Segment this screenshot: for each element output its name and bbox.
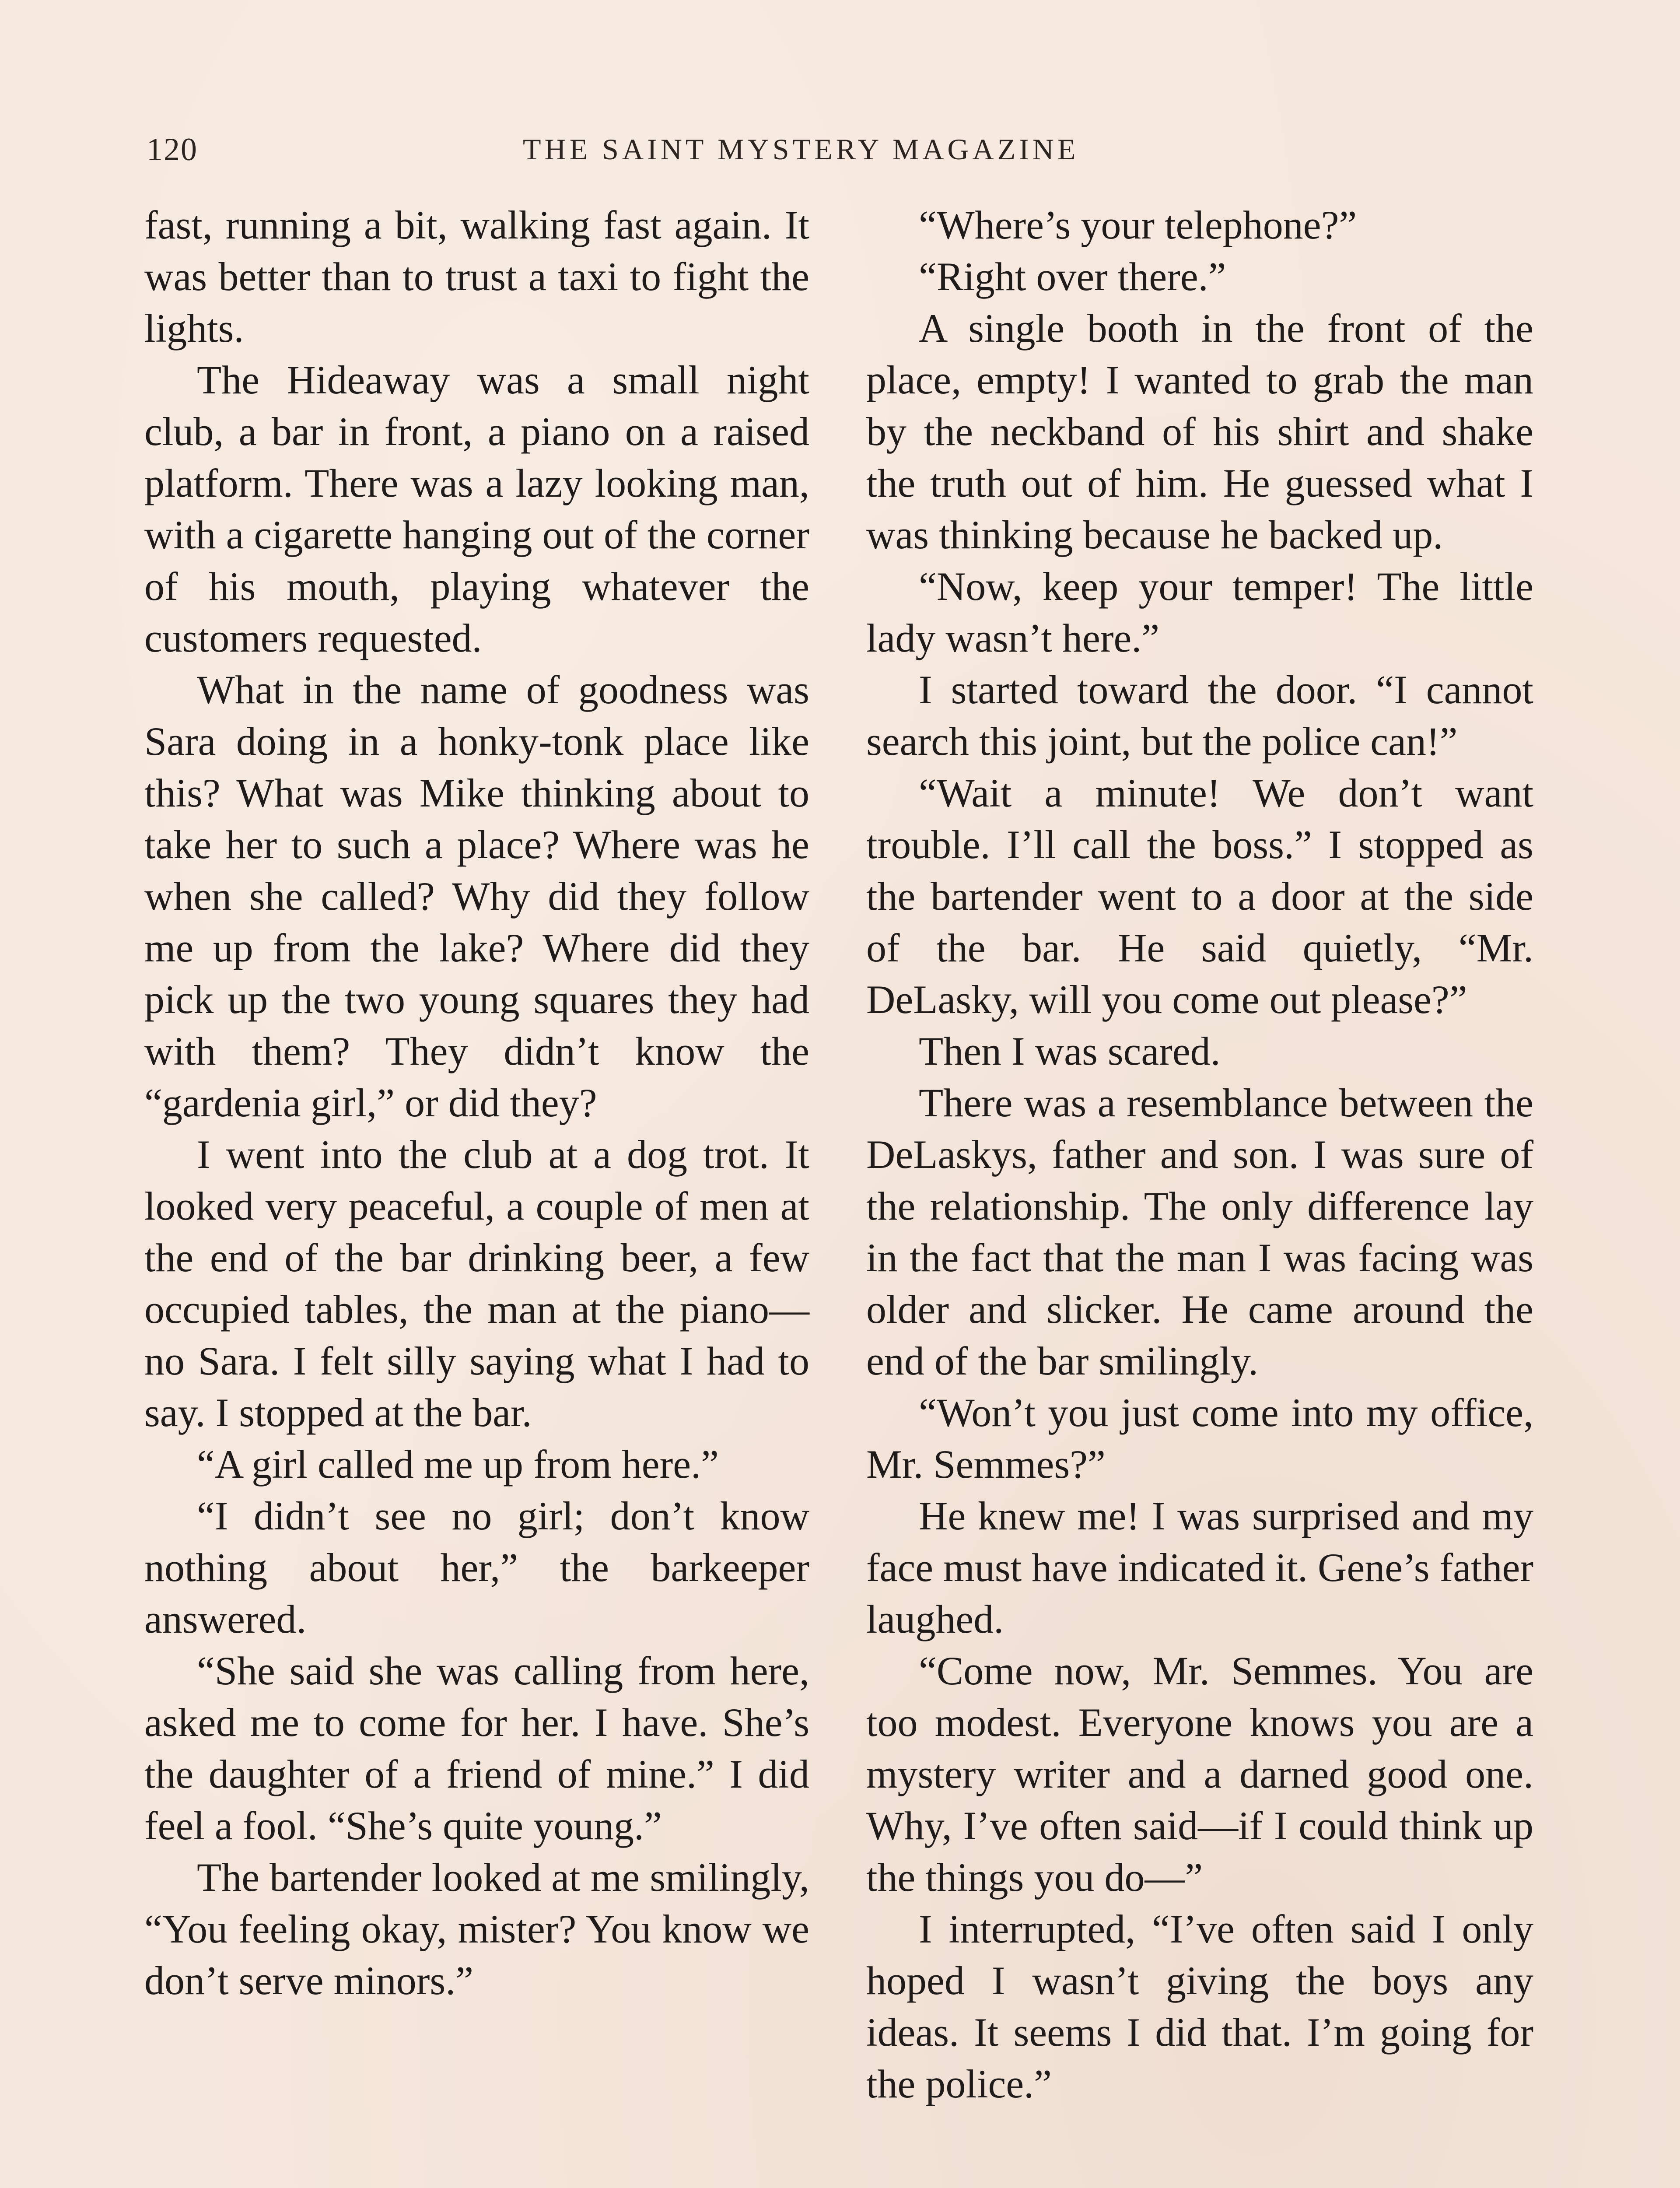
paragraph: “Now, keep your temper! The little lady wasn’t here.”	[866, 564, 1533, 660]
page-header	[147, 131, 1166, 179]
paragraph: “Come now, Mr. Semmes. You are too modest. Everyone knows you are a mystery writer and a darned good one. Why, I’ve often said—if I could think up the things you do—”	[866, 1648, 1533, 1900]
paragraph: Then I was scared.	[919, 1029, 1221, 1073]
running-title: THE SAINT MYSTERY MAGAZINE	[523, 133, 1079, 166]
left-column	[144, 199, 809, 2006]
paragraph: I started toward the door. “I cannot search this joint, but the police can!”	[866, 667, 1533, 764]
paragraph: fast, running a bit, walking fast again. It was better than to trust a taxi to fight the lights.	[144, 203, 809, 351]
paragraph: “Wait a minute! We don’t want trouble. I’ll call the boss.” I stopped as the bartender went to a door at the side of the bar. He said quietly, “Mr. DeLasky, will you come out please?”	[866, 771, 1533, 1022]
paragraph: A single booth in the front of the place, empty! I wanted to grab the man by the neckband of his shirt and shake the truth out of him. He guessed what I was thinking because he backed up.	[866, 306, 1533, 557]
paragraph: “Where’s your telephone?”	[919, 203, 1357, 247]
right-column	[866, 199, 1533, 2110]
paragraph: I interrupted, “I’ve often said I only hoped I wasn’t giving the boys any ideas. It seems I did that. I’m going for the police.”	[866, 1907, 1533, 2106]
paragraph: “I didn’t see no girl; don’t know nothing about her,” the barkeeper answered.	[144, 1494, 809, 1641]
paragraph: He knew me! I was surprised and my face must have indicated it. Gene’s father laughed.	[866, 1494, 1534, 1641]
paragraph: “Won’t you just come into my office, Mr. Semmes?”	[866, 1390, 1533, 1487]
paragraph: The Hideaway was a small night club, a bar in front, a piano on a raised platform. There was a lazy looking man, with a cigarette hanging out of the corner of his mouth, playing whatever the customers requested.	[144, 358, 809, 660]
paragraph: “She said she was calling from here, asked me to come for her. I have. She’s the daughter of a friend of mine.” I did feel a fool. “She’s quite young.”	[144, 1648, 809, 1848]
paragraph: What in the name of goodness was Sara doing in a honky-tonk place like this? What was Mike thinking about to take her to such a place? Where was he when she called? Why did they follow me up from the lake? Where did they pick up the two young squares they had with them? They didn’t know the “gardenia girl,” or did they?	[144, 667, 809, 1125]
page-number: 120	[147, 132, 198, 168]
paragraph: “Right over there.”	[919, 254, 1226, 299]
paragraph: There was a resemblance between the DeLaskys, father and son. I was sure of the relationship. The only difference lay in the fact that the man I was facing was older and slicker. He came around the end of the bar smilingly.	[866, 1080, 1533, 1383]
paragraph: “A girl called me up from here.”	[197, 1442, 719, 1487]
paragraph: The bartender looked at me smilingly, “You feeling okay, mister? You know we don’t serve minors.”	[144, 1855, 809, 2003]
paragraph: I went into the club at a dog trot. It looked very peaceful, a couple of men at the end of the bar drinking beer, a few occupied tables, the man at the piano—no Sara. I felt silly saying what I had to say. I stopped at the bar.	[144, 1132, 809, 1435]
